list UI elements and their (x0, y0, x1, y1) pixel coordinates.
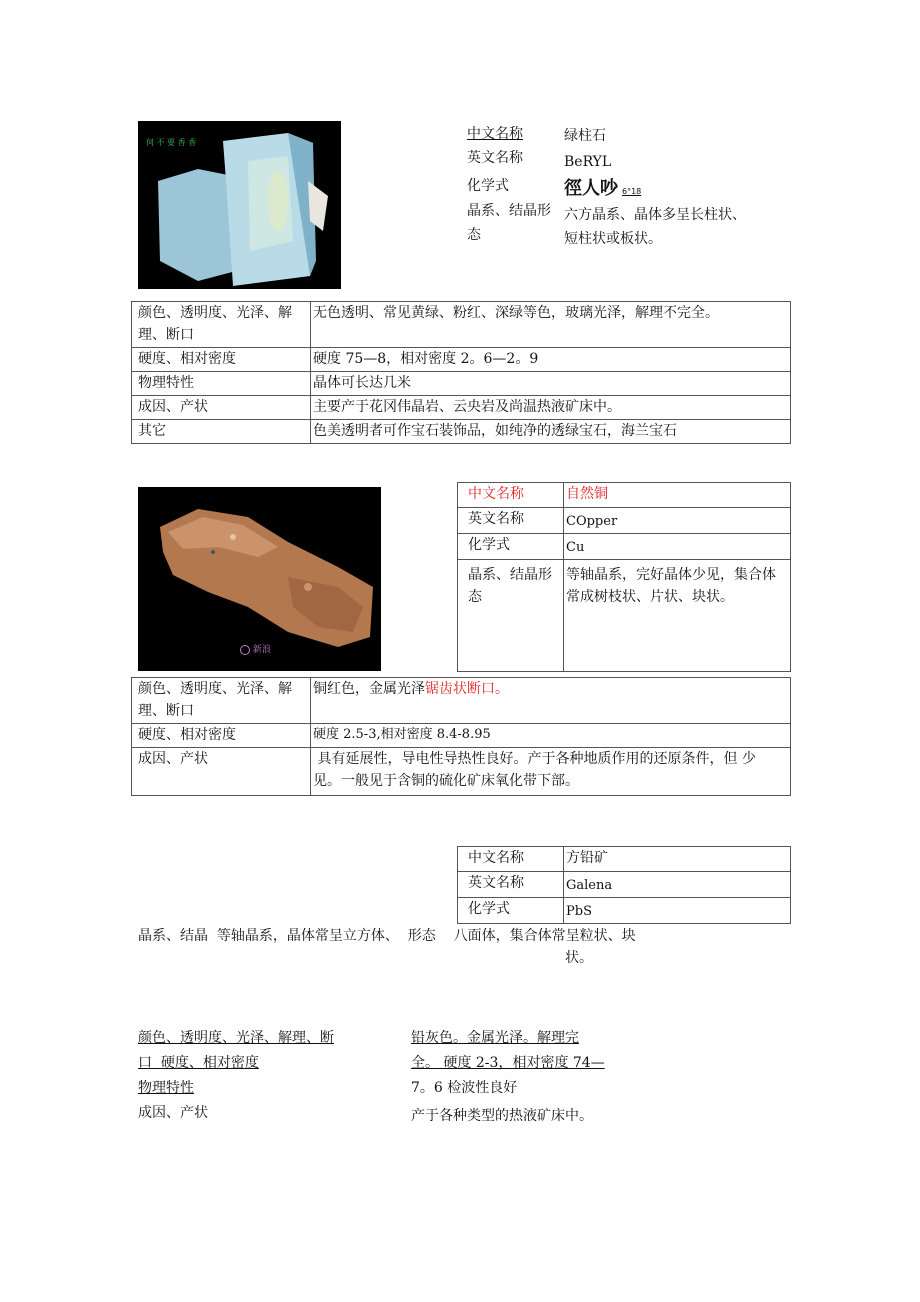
beryl-chinese-name-value: 绿柱石 (564, 128, 606, 144)
galena-formula-value: PbS (564, 898, 791, 924)
table-row (132, 396, 791, 420)
table-row (458, 508, 791, 534)
table-row (458, 560, 791, 672)
beryl-row-label: 硬度、相对密度 (132, 348, 311, 372)
galena-right-line-2: 全。 硬度 2-3，相对密度 74— (411, 1055, 605, 1071)
galena-chinese-name-label: 中文名称 (458, 847, 564, 872)
watermark-text: 新浪 (252, 645, 271, 655)
copper-row-value (311, 678, 791, 724)
copper-photo (138, 487, 381, 671)
beryl-crystal-value: 六方晶系、晶体多呈长柱状、 短柱状或板状。 (564, 207, 746, 247)
beryl-photo-caption: 何 不 要 香 香 (146, 138, 197, 147)
beryl-row-value: 晶体可长达几米 (311, 372, 791, 396)
galena-left-line-4: 成因、产状 (138, 1105, 208, 1121)
watermark-logo-icon (240, 645, 250, 655)
beryl-english-name-value: BeRYL (564, 154, 612, 170)
galena-info-table (457, 846, 791, 924)
beryl-row-value: 无色透明、常见黄绿、粉红、深绿等色，玻璃光泽，解理不完全。 (311, 302, 791, 348)
galena-right-line-4: 产于各种类型的热液矿床中。 (411, 1108, 593, 1124)
beryl-row-label: 其它 (132, 420, 311, 444)
galena-formula-label: 化学式 (458, 898, 564, 924)
table-row (132, 420, 791, 444)
copper-row-label: 颜色、透明度、光泽、解理、断口 (132, 678, 311, 724)
table-row (458, 534, 791, 560)
galena-english-name-label: 英文名称 (458, 872, 564, 898)
table-row (458, 898, 791, 924)
copper-watermark (240, 642, 271, 655)
table-row (458, 483, 791, 508)
table-row (132, 348, 791, 372)
copper-fracture-text: 锯齿状断口。 (425, 681, 509, 697)
beryl-chinese-name-label: 中文名称 (467, 126, 523, 142)
copper-chinese-name-value: 自然铜 (564, 483, 791, 508)
beryl-formula-text: 徑人吵 (564, 178, 618, 199)
copper-property-table (131, 677, 791, 796)
galena-crystal-line-cont: 状。 (565, 950, 593, 966)
beryl-row-value: 主要产于花冈伟晶岩、云央岩及尚温热液矿床中。 (311, 396, 791, 420)
beryl-formula-value (564, 178, 641, 203)
table-row (458, 847, 791, 872)
table-row (458, 872, 791, 898)
table-row (132, 724, 791, 748)
copper-row-label: 硬度、相对密度 (132, 724, 311, 748)
copper-english-name-label: 英文名称 (458, 508, 564, 534)
copper-crystal-label: 晶系、结晶形态 (458, 560, 564, 672)
beryl-formula-label: 化学式 (467, 178, 509, 194)
galena-english-name-value: Galena (564, 872, 791, 898)
beryl-row-label: 物理特性 (132, 372, 311, 396)
beryl-row-value: 硬度 75—8，相对密度 2。6—2。9 (311, 348, 791, 372)
table-row (132, 748, 791, 796)
copper-luster-text: 铜红色，金属光泽 (313, 681, 425, 697)
galena-left-line-1: 颜色、透明度、光泽、解理、断 (138, 1030, 334, 1046)
galena-left-line-3: 物理特性 (138, 1080, 194, 1096)
galena-crystal-line: 晶系、结晶 等轴晶系，晶体常呈立方体、 形态 八面体，集合体常呈粒状、块 (138, 928, 636, 944)
beryl-english-name-label: 英文名称 (467, 150, 523, 166)
galena-left-line-2: 口 硬度、相对密度 (138, 1055, 259, 1071)
beryl-row-value: 色美透明者可作宝石装饰品，如纯净的透绿宝石，海兰宝石 (311, 420, 791, 444)
galena-right-line-3: 7。6 检波性良好 (411, 1080, 518, 1096)
copper-formula-label: 化学式 (458, 534, 564, 560)
galena-right-line-1: 铅灰色。金属光泽。解理完 (411, 1030, 579, 1046)
copper-row-value: 硬度 2.5-3,相对密度 8.4-8.95 (311, 724, 791, 748)
copper-info-table (457, 482, 791, 672)
beryl-formula-sub: 6°18 (622, 187, 642, 196)
copper-row-value: 具有延展性，导电性导热性良好。产于各种地质作用的还原条件，但 少见。一般见于含铜的硫化矿床氧化带下部。 (311, 748, 791, 796)
copper-english-name-value: COpper (564, 508, 791, 534)
copper-chinese-name-label: 中文名称 (458, 483, 564, 508)
copper-crystal-value: 等轴晶系，完好晶体少见，集合体常成树枝状、片状、块状。 (564, 560, 791, 672)
copper-row-label: 成因、产状 (132, 748, 311, 796)
galena-chinese-name-value: 方铅矿 (564, 847, 791, 872)
table-row (132, 678, 791, 724)
beryl-photo (138, 121, 341, 289)
beryl-row-label: 颜色、透明度、光泽、解理、断口 (132, 302, 311, 348)
table-row (132, 372, 791, 396)
copper-formula-value: Cu (564, 534, 791, 560)
beryl-property-table (131, 301, 791, 444)
beryl-crystal-label: 晶系、结晶形态 (467, 203, 551, 243)
beryl-row-label: 成因、产状 (132, 396, 311, 420)
table-row (132, 302, 791, 348)
